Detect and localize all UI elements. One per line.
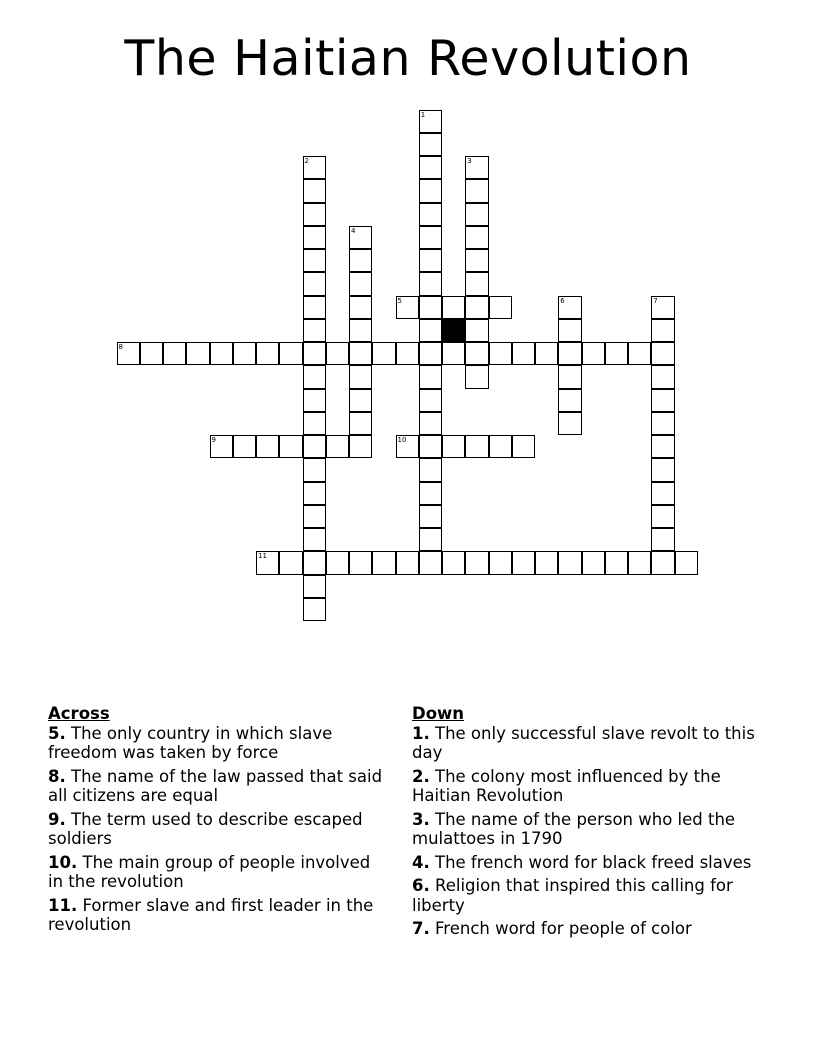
grid-cell[interactable] <box>349 226 372 249</box>
grid-cell[interactable] <box>651 505 674 528</box>
grid-cell[interactable] <box>349 272 372 295</box>
grid-cell[interactable] <box>303 505 326 528</box>
cell-number: 4 <box>351 226 356 235</box>
grid-cell[interactable] <box>419 156 442 179</box>
grid-cell[interactable] <box>326 551 349 574</box>
grid-cell[interactable] <box>489 342 512 365</box>
down-clue <box>412 810 762 849</box>
clue-number: 5. <box>48 723 66 743</box>
grid-cell[interactable] <box>210 342 233 365</box>
cell-number: 6 <box>560 296 565 305</box>
grid-cell[interactable] <box>303 249 326 272</box>
grid-cell[interactable] <box>419 412 442 435</box>
grid-cell[interactable] <box>303 203 326 226</box>
grid-cell[interactable] <box>303 528 326 551</box>
grid-cell[interactable] <box>651 365 674 388</box>
grid-cell[interactable] <box>326 342 349 365</box>
clue-text: Religion that inspired this calling for liberty <box>412 876 733 915</box>
grid-cell[interactable] <box>651 551 674 574</box>
clue-text: The name of the law passed that said all citizens are equal <box>48 766 383 805</box>
grid-cell[interactable] <box>117 342 140 365</box>
down-clue <box>412 767 762 806</box>
clue-text: French word for people of color <box>435 919 692 938</box>
grid-cell[interactable] <box>419 458 442 481</box>
grid-cell[interactable] <box>419 203 442 226</box>
grid-cell[interactable] <box>140 342 163 365</box>
grid-cell[interactable] <box>535 551 558 574</box>
grid-cell[interactable] <box>349 412 372 435</box>
grid-cell[interactable] <box>419 505 442 528</box>
grid-cell[interactable] <box>465 365 488 388</box>
clue-number: 10. <box>48 852 78 872</box>
down-clue <box>412 724 762 763</box>
grid-cell[interactable] <box>442 342 465 365</box>
cell-number: 3 <box>467 157 472 165</box>
cell-number: 5 <box>397 296 402 305</box>
grid-cell[interactable] <box>396 551 419 574</box>
grid-cell[interactable] <box>303 319 326 342</box>
grid-cell[interactable] <box>163 342 186 365</box>
across-clue <box>48 853 388 892</box>
grid-cell[interactable] <box>419 528 442 551</box>
cell-number: 9 <box>211 436 216 444</box>
grid-cell[interactable] <box>558 365 581 388</box>
grid-cell[interactable] <box>465 156 488 179</box>
clue-number: 8. <box>48 766 66 786</box>
clue-text: The name of the person who led the mulattoes in 1790 <box>412 809 736 848</box>
grid-cell[interactable] <box>675 551 698 574</box>
down-clue <box>412 853 762 873</box>
grid-cell[interactable] <box>651 458 674 481</box>
grid-cell[interactable] <box>396 342 419 365</box>
grid-cell[interactable] <box>303 342 326 365</box>
grid-cell[interactable] <box>651 296 674 319</box>
across-heading: Across <box>48 704 110 723</box>
grid-cell[interactable] <box>279 551 302 574</box>
grid-cell[interactable] <box>628 342 651 365</box>
grid-cell[interactable] <box>303 272 326 295</box>
grid-cell[interactable] <box>605 342 628 365</box>
across-clue <box>48 724 388 763</box>
grid-cell[interactable] <box>419 551 442 574</box>
grid-cell[interactable] <box>349 435 372 458</box>
clue-number: 6. <box>412 876 430 895</box>
grid-cell[interactable] <box>349 389 372 412</box>
grid-cell[interactable] <box>303 412 326 435</box>
grid-cell[interactable] <box>233 342 256 365</box>
grid-cell[interactable] <box>233 435 256 458</box>
grid-cell[interactable] <box>349 365 372 388</box>
grid-cell[interactable] <box>465 319 488 342</box>
grid-cell[interactable] <box>651 482 674 505</box>
grid-cell[interactable] <box>651 435 674 458</box>
down-clue <box>412 919 762 939</box>
grid-cell[interactable] <box>465 342 488 365</box>
grid-cell[interactable] <box>465 203 488 226</box>
cell-number: 1 <box>420 110 426 119</box>
grid-cell[interactable] <box>419 296 442 319</box>
grid-cell[interactable] <box>372 342 395 365</box>
grid-cell[interactable] <box>256 342 279 365</box>
grid-cell[interactable] <box>256 551 279 574</box>
grid-cell[interactable] <box>465 249 488 272</box>
clue-number: 7. <box>412 919 430 938</box>
grid-cell[interactable] <box>419 226 442 249</box>
grid-cell[interactable] <box>651 319 674 342</box>
grid-cell[interactable] <box>303 389 326 412</box>
clue-number: 11. <box>48 895 78 915</box>
down-heading: Down <box>412 704 465 723</box>
grid-cell[interactable] <box>465 435 488 458</box>
grid-cell[interactable] <box>419 249 442 272</box>
grid-cell[interactable] <box>419 319 442 342</box>
grid-cell[interactable] <box>465 272 488 295</box>
grid-cell[interactable] <box>210 435 233 458</box>
grid-cell[interactable] <box>419 179 442 202</box>
grid-cell[interactable] <box>349 319 372 342</box>
clue-text: The only country in which slave freedom was taken by force <box>48 723 333 762</box>
grid-cell[interactable] <box>442 551 465 574</box>
down-clue <box>412 876 762 915</box>
clue-text: The colony most influenced by the Haitian Revolution <box>412 766 721 805</box>
clue-text: Former slave and first leader in the revolution <box>48 895 374 934</box>
grid-cell[interactable] <box>489 296 512 319</box>
grid-cell[interactable] <box>512 342 535 365</box>
grid-cell[interactable] <box>465 551 488 574</box>
grid-cell[interactable] <box>303 156 326 179</box>
grid-cell[interactable] <box>396 435 419 458</box>
grid-cell[interactable] <box>419 133 442 156</box>
cell-number: 11 <box>258 552 267 561</box>
clue-number: 2. <box>412 766 430 786</box>
grid-cell[interactable] <box>419 110 442 133</box>
grid-cell[interactable] <box>349 249 372 272</box>
grid-cell[interactable] <box>442 435 465 458</box>
grid-cell[interactable] <box>651 389 674 412</box>
grid-cell[interactable] <box>303 435 326 458</box>
grid-cell[interactable] <box>651 528 674 551</box>
grid-cell[interactable] <box>303 551 326 574</box>
across-clue <box>48 896 388 935</box>
grid-cell[interactable] <box>303 226 326 249</box>
grid-cell[interactable] <box>558 319 581 342</box>
clue-text: The only successful slave revolt to this day <box>412 723 755 762</box>
grid-cell[interactable] <box>303 482 326 505</box>
grid-cell[interactable] <box>303 458 326 481</box>
grid-cell[interactable] <box>303 296 326 319</box>
grid-cell[interactable] <box>349 551 372 574</box>
clue-text: The main group of people involved in the revolution <box>48 852 371 891</box>
grid-cell[interactable] <box>558 551 581 574</box>
grid-cell[interactable] <box>326 435 349 458</box>
grid-cell[interactable] <box>349 342 372 365</box>
grid-cell[interactable] <box>442 296 465 319</box>
grid-cell[interactable] <box>465 179 488 202</box>
black-cell <box>442 319 465 342</box>
grid-cell[interactable] <box>465 296 488 319</box>
cell-number: 7 <box>653 296 658 305</box>
clue-number: 1. <box>412 723 430 743</box>
grid-cell[interactable] <box>582 551 605 574</box>
grid-cell[interactable] <box>489 551 512 574</box>
grid-cell[interactable] <box>582 342 605 365</box>
grid-cell[interactable] <box>419 389 442 412</box>
down-clues <box>412 704 762 943</box>
grid-cell[interactable] <box>512 435 535 458</box>
across-clues <box>48 704 388 939</box>
grid-cell[interactable] <box>396 296 419 319</box>
grid-cell[interactable] <box>303 575 326 598</box>
clue-text: The french word for black freed slaves <box>435 852 752 872</box>
grid-cell[interactable] <box>651 412 674 435</box>
cell-number: 10 <box>397 436 407 444</box>
clue-number: 9. <box>48 809 66 829</box>
grid-cell[interactable] <box>558 296 581 319</box>
clue-number: 3. <box>412 809 430 829</box>
cell-number: 2 <box>304 157 309 165</box>
grid-cell[interactable] <box>349 296 372 319</box>
grid-cell[interactable] <box>558 342 581 365</box>
clue-number: 4. <box>412 852 430 872</box>
grid-cell[interactable] <box>279 435 302 458</box>
grid-cell[interactable] <box>628 551 651 574</box>
grid-cell[interactable] <box>303 179 326 202</box>
grid-cell[interactable] <box>651 342 674 365</box>
grid-cell[interactable] <box>279 342 302 365</box>
puzzle-title: The Haitian Revolution <box>124 30 692 87</box>
cell-number: 8 <box>118 343 123 351</box>
across-clue <box>48 810 388 849</box>
grid-cell[interactable] <box>419 342 442 365</box>
grid-cell[interactable] <box>558 412 581 435</box>
grid-cell[interactable] <box>465 226 488 249</box>
grid-cell[interactable] <box>419 272 442 295</box>
grid-cell[interactable] <box>605 551 628 574</box>
grid-cell[interactable] <box>512 551 535 574</box>
grid-cell[interactable] <box>303 598 326 621</box>
grid-cell[interactable] <box>419 482 442 505</box>
across-clue <box>48 767 388 806</box>
grid-cell[interactable] <box>419 365 442 388</box>
grid-cell[interactable] <box>303 365 326 388</box>
clue-text: The term used to describe escaped soldiers <box>48 809 363 848</box>
grid-cell[interactable] <box>558 389 581 412</box>
grid-cell[interactable] <box>372 551 395 574</box>
grid-cell[interactable] <box>489 435 512 458</box>
grid-cell[interactable] <box>256 435 279 458</box>
grid-cell[interactable] <box>186 342 209 365</box>
grid-cell[interactable] <box>419 435 442 458</box>
grid-cell[interactable] <box>535 342 558 365</box>
